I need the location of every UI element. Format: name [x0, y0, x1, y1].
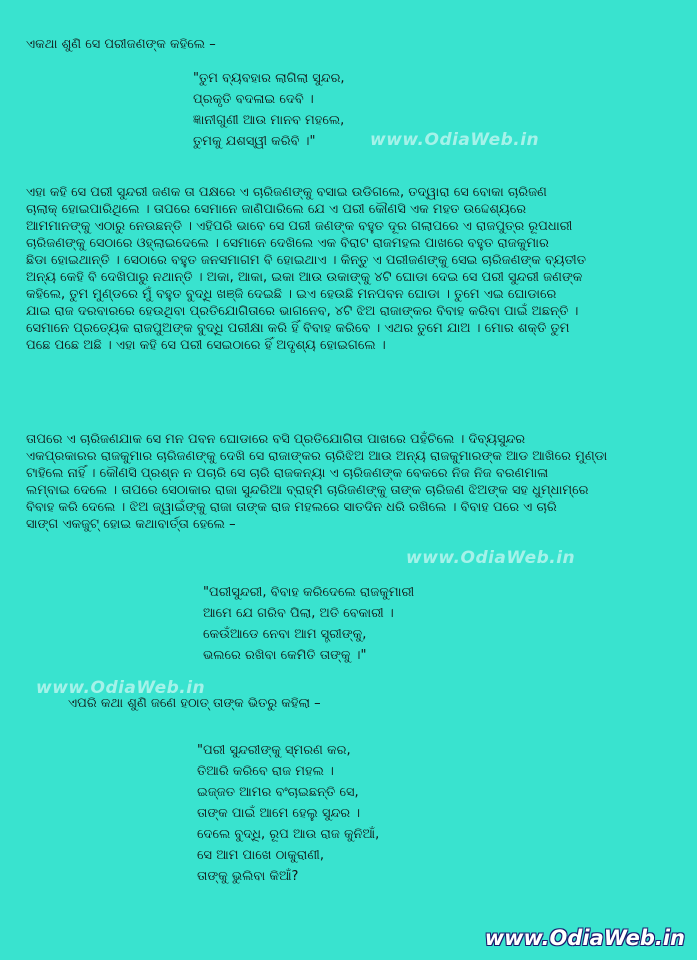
verse-line: ଆମେ ଯେ ଗରିବ ପିଲା, ଅତି ବେକାରୀ । — [203, 606, 394, 621]
watermark: www.OdiaWeb.in — [406, 548, 576, 568]
verse-line: ତୁମକୁ ଯଶସ୍ୱୀ କରିବି ।" — [193, 134, 316, 149]
verse-line: "ପରୀ ସୁନ୍ଦରୀଙ୍କୁ ସ୍ମରଣ କର, — [197, 743, 351, 758]
paragraph-line: ବିବାହ କରି ଦେଲେ । ଝିଅ ଜ୍ୱାଇଁଙ୍କୁ ରାଜା ତାଙ୍କ ରାଜ ମହଲରେ ସାତଦିନ ଧରି ରଖିଲେ । ବିବାହ ପରେ ଏ ଚାରି — [26, 500, 557, 515]
paragraph-line: ଏହା କହି ସେ ପରୀ ସୁନ୍ଦରୀ ଜଣକ ତା ପକ୍ଷରେ ଏ ଚାରିଜଣଙ୍କୁ ବସାଇ ଉଡିଗଲେ, ତଦ୍ୱାରା ସେ ବୋକା ଚାରିଜଣ — [26, 185, 547, 200]
verse-line: ସେ ଆମ ପାଖେ ଠାକୁରାଣୀ, — [197, 848, 324, 863]
verse-line: ପ୍ରକୃତି ବଦଳାଇ ଦେବି । — [193, 92, 314, 107]
paragraph-line: ଛିଡା ହୋଇଥାନ୍ତି । ସେଠାରେ ବହୁତ ଜନସମାଗମ ବି ହୋଇଥାଏ । କିନ୍ତୁ ଏ ପରୀଜଣଙ୍କୁ ସେଇ ଚାରିଜଣଙ୍କ ବ୍ୟତୀତ — [26, 253, 586, 268]
paragraph-line: ସାଙ୍ଗ ଏକଜୁଟ୍ ହୋଇ କଥାବାର୍ତ୍ତା ହେଲେ – — [26, 517, 236, 532]
verse-line: ତାଙ୍କୁ ଭୁଲିବା କିଆଁ? — [197, 869, 299, 884]
paragraph-2 — [26, 431, 676, 533]
paragraph-line: ପଛେ ପଛେ ଅଛି । ଏହା କହି ସେ ପରୀ ସେଇଠାରେ ହିଁ ଅଦୃଶ୍ୟ ହୋଇଗଲେ । — [26, 338, 386, 353]
paragraph-1 — [26, 184, 676, 354]
paragraph-line: କହିଲେ, ତୁମ ମୁଣ୍ଡରେ ମୁଁ ବହୁତ ବୁଦ୍ଧି ଖଞ୍ଜି ଦେଇଛି । ଇଏ ହେଉଛି ମନପବନ ଘୋଡା । ତୁମେ ଏଇ ଘୋଡାରେ — [26, 287, 557, 302]
verse-1 — [193, 68, 345, 152]
verse-line: ଭଲରେ ରଖିବା କେମିତି ତାଙ୍କୁ ।" — [203, 648, 367, 663]
watermark: www.OdiaWeb.in — [370, 130, 540, 150]
paragraph-line: ଚାରିଜଣଙ୍କୁ ସେଠାରେ ଓହ୍ଲାଇଦେଲେ । ସେମାନେ ଦେଖିଲେ ଏକ ବିରାଟ ରାଜମହଲ ପାଖରେ ବହୁତ ରାଜକୁମାର — [26, 236, 549, 251]
paragraph-line: ତାପରେ ଏ ଚାରିଜଣଯାକ ସେ ମନ ପବନ ଘୋଡାରେ ବସି ପ୍ରତିଯୋଗିତା ପାଖରେ ପହଁଚିଲେ । ଦିବ୍ୟସୁନ୍ଦର — [26, 432, 526, 447]
paragraph-line: ଯାଇ ରାଜ ଦରବାରରେ ହେଉଥିବା ପ୍ରତିଯୋଗିତାରେ ଭାଗନେବ, ୪ଟି ଝିଅ ରାଜାଙ୍କର ବିବାହ କରିବା ପାଇଁ ଅଛନ୍ତି । — [26, 304, 579, 319]
verse-2 — [203, 582, 414, 666]
verse-3 — [197, 740, 379, 887]
verse-line: "ତୁମ ବ୍ୟବହାର ଲାଗିଲା ସୁନ୍ଦର, — [193, 71, 345, 86]
paragraph-line: ଚାଲାକ୍ ହୋଇପାରିଥିଲେ । ତାପରେ ସେମାନେ ଜାଣିପାରିଲେ ଯେ ଏ ପରୀ କୌଣସି ଏକ ମହତ ଉଦ୍ଦେଶ୍ୟରେ — [26, 202, 527, 217]
verse-line: ଜ୍ଞାନୀଗୁଣୀ ଆଉ ମାନବ ମହଲେ, — [193, 113, 345, 128]
watermark: www.OdiaWeb.in — [36, 678, 206, 698]
verse-line: ତାଙ୍କ ପାଇଁ ଆମେ ହେଲୁ ସୁନ୍ଦର । — [197, 806, 361, 821]
verse-line: କେଉଁଆଡେ ନେବା ଆମ ସ୍ତ୍ରୀଙ୍କୁ, — [203, 627, 367, 642]
paragraph-line: ଟାହିଲେ ନାହିଁ । କୌଣସି ପ୍ରଶ୍ନ ନ ପଚାରି ସେ ଚାରି ରାଜକନ୍ୟା ଏ ଚାରିଜଣଙ୍କ ବେକରେ ନିଜ ନିଜ ବରଣମାଳା — [26, 466, 549, 481]
verse-line: ଦେଲେ ବୁଦ୍ଧି, ରୂପ ଆଉ ରାଜ କୁନିଆଁ, — [197, 827, 380, 842]
paragraph-line: ସେମାନେ ପ୍ରତ୍ୟେକ ରାଜପୁଅଙ୍କ ବୁଦ୍ଧି ପରୀକ୍ଷା କରି ହିଁ ବିବାହ କରିବେ । ଏଥର ତୁମେ ଯାଅ । ମୋର ଶକ୍ତି ତୁମ — [26, 321, 570, 336]
paragraph-line: ଅନ୍ୟ କେହି ବି ଦେଖିପାରୁ ନଥାନ୍ତି । ଅକା, ଆକା, ଇକା ଆଉ ଉକାଙ୍କୁ ୪ଟି ଘୋଡା ଦେଇ ସେ ପରୀ ସୁନ୍ଦରୀ ଜଣଙ୍କ — [26, 270, 583, 285]
paragraph-line: ଲମ୍ବାଇ ଦେଲେ । ତାପରେ ସେଠାକାର ରାଜା ସୁନ୍ଦରିଆ ବ୍ରାହ୍ମି ଚାରିଜଣଙ୍କୁ ତାଙ୍କ ଚାରିଜଣ ଝିଅଙ୍କ ସହ ଧୁମ୍ଧାମ୍ରେ — [26, 483, 589, 498]
verse-line: ତିଆରି କରିବେ ରାଜ ମହଲ । — [197, 764, 334, 779]
paragraph-line: ଆମମାନଙ୍କୁ ଏଠାରୁ ନେଉଛନ୍ତି । ଏହିପରି ଭାବେ ସେ ପରୀ ଜଣଙ୍କ ବହୁତ ଦୂର ଗଲାପରେ ଏ ରାଜପୁତ୍ର ରୂପଧାରୀ — [26, 219, 573, 234]
site-watermark: www.OdiaWeb.in — [484, 926, 685, 950]
paragraph-line: ଏକପ୍ରକାରର ରାଜକୁମାର ଚାରିଜଣଙ୍କୁ ଦେଖି ସେ ରାଜାଙ୍କର ଚାରିଝିଅ ଆଉ ଅନ୍ୟ ରାଜକୁମାରଙ୍କ ଆଡ ଆଖିରେ ମୁଣ୍ଡା — [26, 449, 608, 464]
connector-line: ଏପରି କଥା ଶୁଣି ଜଣେ ହଠାତ୍ ତାଙ୍କ ଭିତରୁ କହିଲା – — [68, 696, 321, 711]
verse-line: ଇଜ୍ଜତ ଆମର ବଂଚାଇଛନ୍ତି ସେ, — [197, 785, 359, 800]
intro-line: ଏକଥା ଶୁଣି ସେ ପରୀଜଣଙ୍କ କହିଲେ – — [26, 37, 216, 52]
verse-line: "ପରୀସୁନ୍ଦରୀ, ବିବାହ କରିଦେଲେ ରାଜକୁମାରୀ — [203, 585, 415, 600]
